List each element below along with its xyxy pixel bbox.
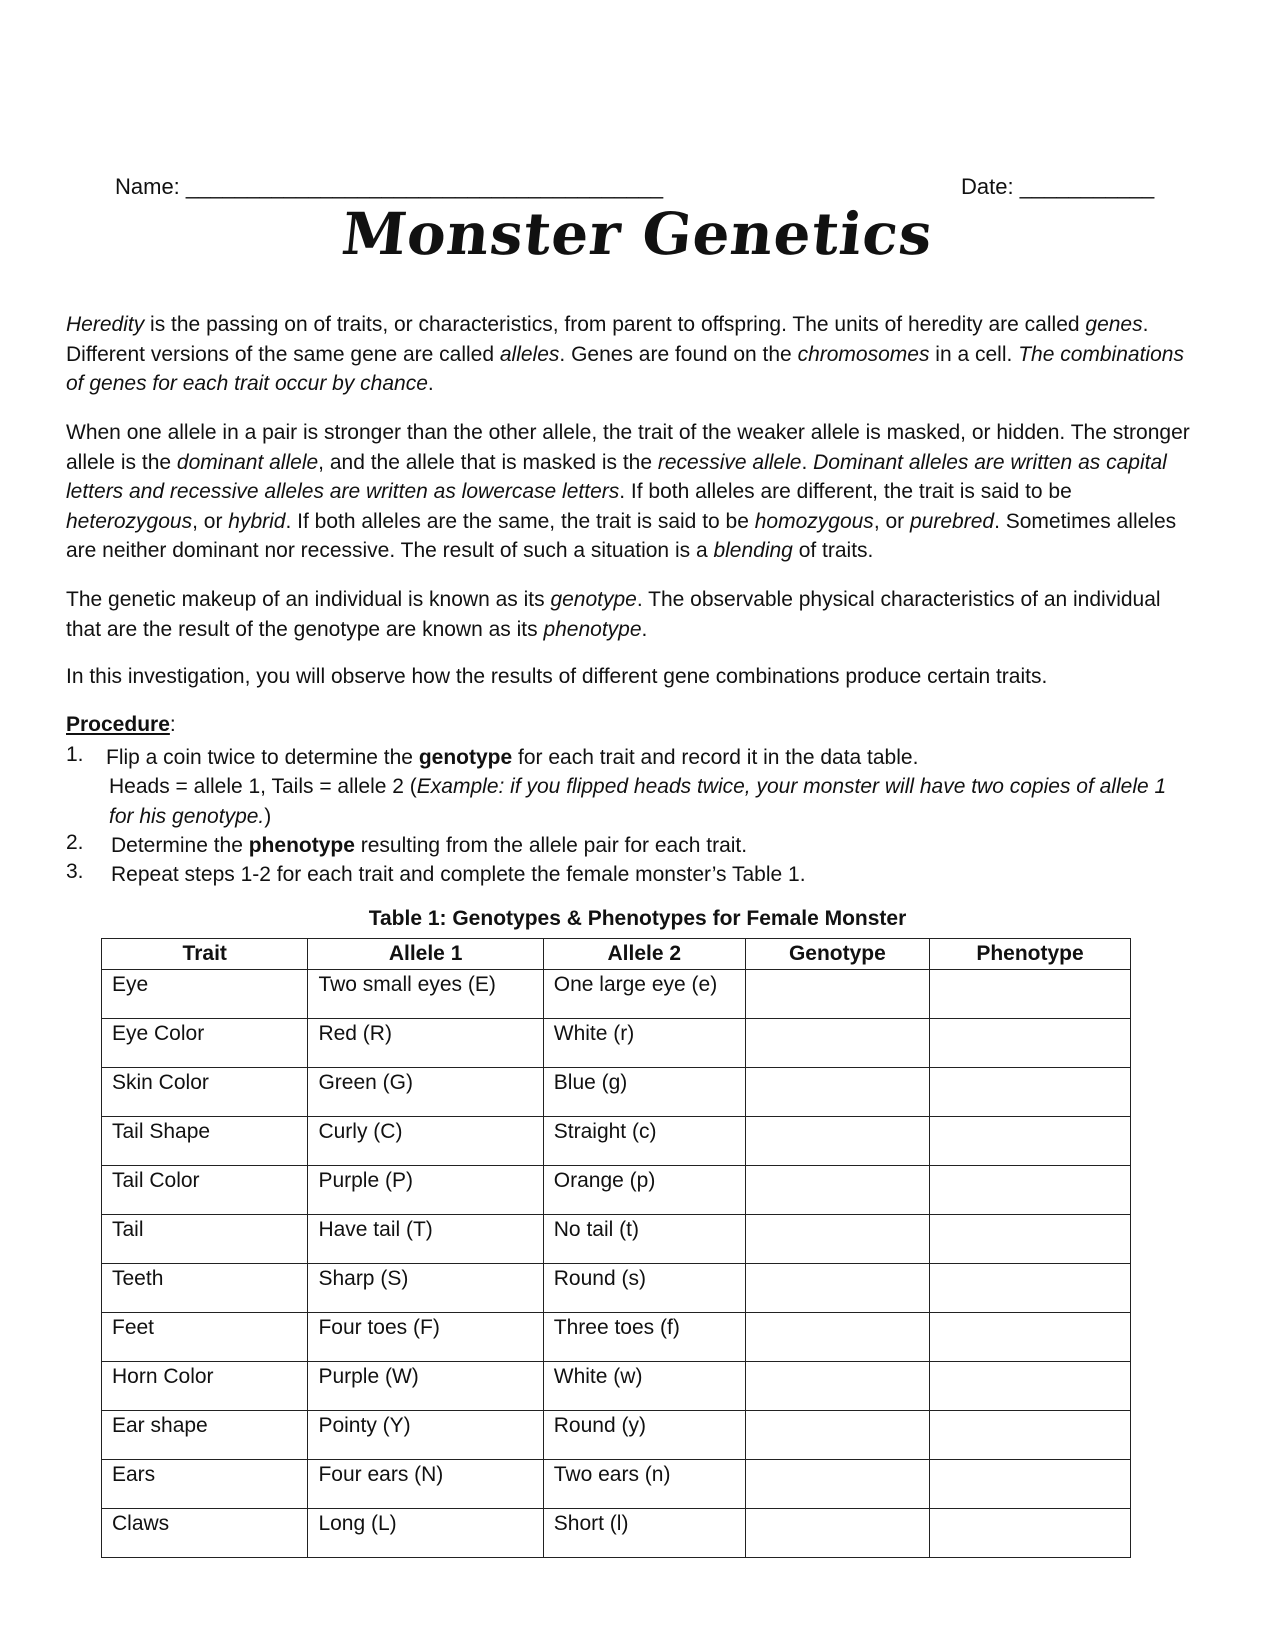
allele-2-cell: Orange (p) xyxy=(543,1166,745,1215)
genotype-cell[interactable] xyxy=(745,1411,929,1460)
text-run: , and the allele that is masked is the xyxy=(318,450,658,474)
text-run: of traits. xyxy=(792,539,874,562)
emphasis-term: alleles xyxy=(499,342,560,366)
allele-2-cell: White (w) xyxy=(543,1362,745,1411)
phenotype-cell[interactable] xyxy=(930,1411,1131,1460)
allele-2-cell: Blue (g) xyxy=(543,1068,745,1117)
table-header-row xyxy=(102,939,1131,970)
genotype-cell[interactable] xyxy=(745,1313,929,1362)
genotype-cell[interactable] xyxy=(745,1509,929,1558)
genotype-cell[interactable] xyxy=(745,1215,929,1264)
step-1-example-lead: Heads = allele 1, Tails = allele 2 ( xyxy=(109,775,417,798)
allele-2-cell: Round (s) xyxy=(543,1264,745,1313)
allele-2-cell: No tail (t) xyxy=(543,1215,745,1264)
text-run: . xyxy=(427,372,434,395)
step-1-part-c: for each trait and record it in the data table. xyxy=(512,746,919,769)
emphasis-term: The combinations of genes for each trait occur by chance xyxy=(66,342,1184,395)
allele-1-cell: Pointy (Y) xyxy=(308,1411,543,1460)
phenotype-cell[interactable] xyxy=(930,1460,1131,1509)
text-run: is the passing on of traits, or characteristics, from parent to offspring. The units of heredity are called xyxy=(144,313,1086,336)
table-row xyxy=(102,1313,1131,1362)
trait-cell: Tail Shape xyxy=(102,1117,308,1166)
step-number-3: 3. xyxy=(66,860,84,883)
allele-1-cell: Purple (W) xyxy=(308,1362,543,1411)
intro-paragraph-investigation xyxy=(66,662,1196,692)
allele-2-cell: White (r) xyxy=(543,1019,745,1068)
allele-2-cell: Round (y) xyxy=(543,1411,745,1460)
step-3-text: Repeat steps 1-2 for each trait and complete the female monster’s Table 1. xyxy=(111,863,806,886)
text-run: . Different versions of the same gene are called xyxy=(66,313,1149,366)
allele-1-cell: Purple (P) xyxy=(308,1166,543,1215)
step-1-keyword: genotype xyxy=(418,746,513,769)
trait-cell: Claws xyxy=(102,1509,308,1558)
header-allele-1: Allele 1 xyxy=(308,939,543,970)
header-allele-2: Allele 2 xyxy=(543,939,745,970)
page-title: Monster Genetics xyxy=(338,200,937,268)
emphasis-term: purebred xyxy=(910,509,995,533)
procedure-heading-text: Procedure xyxy=(66,713,170,736)
genotype-cell[interactable] xyxy=(745,1117,929,1166)
header-trait: Trait xyxy=(102,939,308,970)
phenotype-cell[interactable] xyxy=(930,1264,1131,1313)
text-run: . If both alleles are the same, the trait is said to be xyxy=(285,509,755,533)
emphasis-term: recessive allele xyxy=(657,450,802,474)
phenotype-cell[interactable] xyxy=(930,1019,1131,1068)
genotype-cell[interactable] xyxy=(745,1019,929,1068)
trait-cell: Skin Color xyxy=(102,1068,308,1117)
allele-1-cell: Long (L) xyxy=(308,1509,543,1558)
allele-2-cell: Straight (c) xyxy=(543,1117,745,1166)
trait-cell: Feet xyxy=(102,1313,308,1362)
trait-cell: Tail Color xyxy=(102,1166,308,1215)
allele-1-cell: Four ears (N) xyxy=(308,1460,543,1509)
phenotype-cell[interactable] xyxy=(930,1215,1131,1264)
text-run: . xyxy=(641,617,648,641)
emphasis-term: homozygous xyxy=(754,509,874,533)
phenotype-cell[interactable] xyxy=(930,1117,1131,1166)
emphasis-term: hybrid xyxy=(228,509,286,533)
table-row xyxy=(102,1362,1131,1411)
text-run: In this investigation, you will observe how the results of different gene combinations produce certain traits. xyxy=(66,665,1048,688)
table-row xyxy=(102,1019,1131,1068)
text-run: The genetic makeup of an individual is known as its xyxy=(66,588,551,611)
genotype-cell[interactable] xyxy=(745,1264,929,1313)
genotype-cell[interactable] xyxy=(745,1362,929,1411)
allele-1-cell: Four toes (F) xyxy=(308,1313,543,1362)
text-run: , or xyxy=(873,509,910,533)
table-row xyxy=(102,1411,1131,1460)
table-caption: Table 1: Genotypes & Phenotypes for Female Monster xyxy=(368,907,907,930)
allele-1-cell: Green (G) xyxy=(308,1068,543,1117)
step-2-part-a: Determine the xyxy=(111,834,249,857)
step-2-keyword: phenotype xyxy=(248,834,355,857)
trait-cell: Horn Color xyxy=(102,1362,308,1411)
procedure-heading: Procedure: xyxy=(66,713,176,736)
trait-cell: Ear shape xyxy=(102,1411,308,1460)
text-run: in a cell. xyxy=(929,342,1019,366)
step-number-1: 1. xyxy=(66,743,84,766)
emphasis-term: dominant allele xyxy=(176,450,319,474)
intro-paragraph-heredity xyxy=(66,310,1196,399)
step-1-text xyxy=(106,743,918,773)
table-row xyxy=(102,1215,1131,1264)
allele-1-cell: Curly (C) xyxy=(308,1117,543,1166)
genotype-cell[interactable] xyxy=(745,1460,929,1509)
header-genotype: Genotype xyxy=(745,939,929,970)
trait-cell: Eye Color xyxy=(102,1019,308,1068)
date-field[interactable]: Date: ___________ xyxy=(961,174,1155,199)
name-field[interactable]: Name: _______________________________________ xyxy=(115,174,664,199)
step-1-example-text: Example: if you flipped heads twice, your monster will have two copies of allele 1 for his genotype. xyxy=(109,775,1167,828)
emphasis-term: phenotype xyxy=(543,617,642,641)
table-row xyxy=(102,1460,1131,1509)
emphasis-term: genotype xyxy=(550,588,637,611)
emphasis-term: Dominant alleles are written as capital letters and recessive alleles are written as lowercase letters xyxy=(66,450,1167,503)
phenotype-cell[interactable] xyxy=(930,1068,1131,1117)
allele-2-cell: Two ears (n) xyxy=(543,1460,745,1509)
allele-2-cell: Three toes (f) xyxy=(543,1313,745,1362)
step-1-example-close: ) xyxy=(264,804,272,828)
phenotype-cell[interactable] xyxy=(930,1362,1131,1411)
phenotype-cell[interactable] xyxy=(930,970,1131,1019)
traits-table xyxy=(101,938,1131,1558)
table-row xyxy=(102,1166,1131,1215)
allele-1-cell: Red (R) xyxy=(308,1019,543,1068)
phenotype-cell[interactable] xyxy=(930,1166,1131,1215)
genotype-cell[interactable] xyxy=(745,1166,929,1215)
step-number-2: 2. xyxy=(66,831,84,854)
emphasis-term: blending xyxy=(713,539,793,562)
text-run: When one allele in a pair is stronger than the other allele, the trait of the weaker allele is masked, or hidden. The stronger allele is the xyxy=(66,421,1190,474)
intro-paragraph-alleles xyxy=(66,418,1196,566)
genotype-cell[interactable] xyxy=(745,1068,929,1117)
table-row xyxy=(102,1068,1131,1117)
allele-1-cell: Have tail (T) xyxy=(308,1215,543,1264)
text-run: . xyxy=(801,450,814,474)
emphasis-term: heterozygous xyxy=(66,509,193,533)
table-row xyxy=(102,1509,1131,1558)
step-1-example xyxy=(109,772,1189,831)
step-2-text xyxy=(111,831,747,861)
trait-cell: Ears xyxy=(102,1460,308,1509)
text-run: . If both alleles are different, the trait is said to be xyxy=(619,480,1072,503)
text-run: . Genes are found on the xyxy=(559,342,798,366)
step-2-part-c: resulting from the allele pair for each trait. xyxy=(354,834,748,857)
allele-2-cell: Short (l) xyxy=(543,1509,745,1558)
intro-paragraph-genotype xyxy=(66,585,1196,644)
step-1-part-a: Flip a coin twice to determine the xyxy=(106,746,419,769)
allele-1-cell: Sharp (S) xyxy=(308,1264,543,1313)
phenotype-cell[interactable] xyxy=(930,1313,1131,1362)
emphasis-term: genes xyxy=(1085,313,1143,336)
emphasis-term: Heredity xyxy=(66,313,145,336)
table-row xyxy=(102,1117,1131,1166)
table-row xyxy=(102,1264,1131,1313)
table-row xyxy=(102,970,1131,1019)
allele-2-cell: One large eye (e) xyxy=(543,970,745,1019)
text-run: . Sometimes alleles are neither dominant nor recessive. The result of such a situation is a xyxy=(66,509,1177,562)
phenotype-cell[interactable] xyxy=(930,1509,1131,1558)
trait-cell: Tail xyxy=(102,1215,308,1264)
text-run: , or xyxy=(192,509,229,533)
text-run: . The observable physical characteristics of an individual that are the result of the genotype are known as its xyxy=(66,588,1161,641)
emphasis-term: chromosomes xyxy=(797,342,930,366)
trait-cell: Teeth xyxy=(102,1264,308,1313)
header-phenotype: Phenotype xyxy=(930,939,1131,970)
allele-1-cell: Two small eyes (E) xyxy=(308,970,543,1019)
trait-cell: Eye xyxy=(102,970,308,1019)
genotype-cell[interactable] xyxy=(745,970,929,1019)
